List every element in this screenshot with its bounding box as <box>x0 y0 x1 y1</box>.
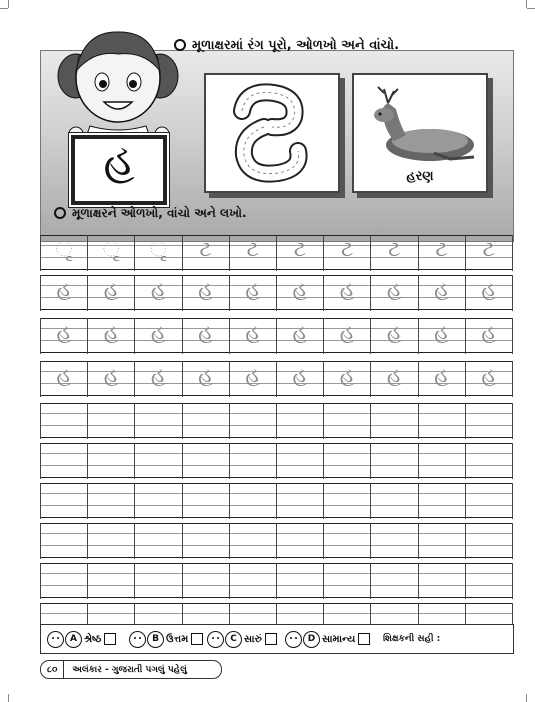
practice-row <box>40 275 512 311</box>
practice-cell[interactable] <box>370 318 417 354</box>
practice-cell[interactable] <box>276 563 323 599</box>
practice-cell[interactable] <box>134 403 181 439</box>
practice-cell[interactable] <box>134 563 181 599</box>
trace-letter: ૃ <box>150 237 167 261</box>
grade-badge: C <box>225 631 242 648</box>
practice-cell[interactable] <box>276 318 323 354</box>
crop-mark <box>8 694 19 702</box>
trace-letter: હ <box>434 277 450 301</box>
practice-cell[interactable] <box>40 275 87 311</box>
trace-letter: ટ <box>341 237 354 261</box>
practice-grid <box>40 225 512 623</box>
grade-d <box>285 628 370 650</box>
slate-letter: હ <box>103 135 135 186</box>
grade-label: સારું <box>244 633 262 645</box>
grade-checkbox[interactable] <box>191 633 203 645</box>
practice-cell[interactable] <box>134 235 181 271</box>
practice-cell[interactable] <box>87 523 134 559</box>
practice-cell[interactable] <box>276 483 323 519</box>
trace-letter: હ <box>103 277 119 301</box>
practice-cell[interactable] <box>87 235 134 271</box>
practice-cell[interactable] <box>229 235 276 271</box>
practice-cell[interactable] <box>87 563 134 599</box>
grid-edge <box>512 403 513 439</box>
big-letter-outline <box>206 75 338 191</box>
practice-cell[interactable] <box>323 523 370 559</box>
book-title: અલંકાર - ગુજરાતી પગલું પહેલું <box>72 664 187 675</box>
trace-letter: હ <box>339 363 355 387</box>
practice-cell[interactable] <box>87 483 134 519</box>
practice-cell[interactable] <box>182 563 229 599</box>
trace-letter: ટ <box>435 237 448 261</box>
trace-letter: હ <box>198 277 214 301</box>
practice-cell[interactable] <box>323 361 370 397</box>
grade-badge: D <box>303 631 320 648</box>
practice-cell[interactable] <box>87 361 134 397</box>
practice-cell[interactable] <box>134 275 181 311</box>
trace-letter: ટ <box>246 237 259 261</box>
letter-slate <box>71 135 167 205</box>
trace-letter: ૃ <box>55 237 73 261</box>
practice-cell[interactable] <box>182 443 229 479</box>
practice-cell[interactable] <box>276 443 323 479</box>
practice-cell[interactable] <box>370 483 417 519</box>
practice-cell[interactable] <box>87 318 134 354</box>
practice-row <box>40 483 512 519</box>
practice-row <box>40 318 512 354</box>
trace-letter: ટ <box>388 237 401 261</box>
grid-edge <box>512 235 513 271</box>
instruction-top-text: મૂળાક્ષરમાં રંગ પૂરો, ઓળખો અને વાંચો. <box>192 38 400 53</box>
trace-letter: ટ <box>199 237 212 261</box>
trace-letter: હ <box>386 363 402 387</box>
smiley-icon <box>207 631 224 648</box>
trace-letter: હ <box>434 320 450 344</box>
grid-edge <box>512 523 513 559</box>
practice-cell[interactable] <box>465 443 512 479</box>
trace-letter: ટ <box>293 237 307 261</box>
practice-cell[interactable] <box>182 403 229 439</box>
picture-label: હરણ <box>406 169 434 184</box>
trace-letter: હ <box>150 320 166 344</box>
practice-cell[interactable] <box>418 563 465 599</box>
practice-cell[interactable] <box>40 403 87 439</box>
grading-bar <box>40 624 514 654</box>
grid-edge <box>512 563 513 599</box>
practice-cell[interactable] <box>370 523 417 559</box>
practice-cell[interactable] <box>323 235 370 271</box>
practice-cell[interactable] <box>370 275 417 311</box>
crop-mark <box>527 8 535 9</box>
bullet-icon <box>174 39 186 51</box>
trace-letter: હ <box>56 277 72 301</box>
practice-cell[interactable] <box>229 443 276 479</box>
grid-edge <box>512 318 513 354</box>
practice-row <box>40 403 512 439</box>
grid-edge <box>512 443 513 479</box>
practice-cell[interactable] <box>418 235 465 271</box>
practice-cell[interactable] <box>465 523 512 559</box>
trace-letter: હ <box>56 363 72 387</box>
practice-cell[interactable] <box>40 483 87 519</box>
trace-letter: હ <box>481 320 497 344</box>
practice-cell[interactable] <box>465 361 512 397</box>
practice-cell[interactable] <box>276 275 323 311</box>
practice-cell[interactable] <box>87 275 134 311</box>
crop-mark <box>0 8 8 9</box>
trace-letter: ૃ <box>102 237 120 261</box>
practice-cell[interactable] <box>182 275 229 311</box>
practice-cell[interactable] <box>465 483 512 519</box>
practice-cell[interactable] <box>87 443 134 479</box>
practice-cell[interactable] <box>465 403 512 439</box>
trace-letter: હ <box>198 363 214 387</box>
practice-cell[interactable] <box>418 318 465 354</box>
trace-letter: હ <box>245 277 261 301</box>
practice-cell[interactable] <box>134 443 181 479</box>
practice-cell[interactable] <box>134 361 181 397</box>
grade-label: શ્રેષ્ઠ <box>84 633 102 645</box>
trace-letter: હ <box>150 277 166 301</box>
trace-letter: હ <box>103 320 119 344</box>
practice-row <box>40 361 512 397</box>
practice-cell[interactable] <box>323 275 370 311</box>
trace-letter: હ <box>198 320 214 344</box>
practice-row <box>40 235 512 271</box>
practice-cell[interactable] <box>229 275 276 311</box>
trace-letter: ટ <box>482 237 495 261</box>
practice-cell[interactable] <box>465 563 512 599</box>
page-number: ૮૦ <box>41 661 64 678</box>
practice-cell[interactable] <box>370 403 417 439</box>
practice-cell[interactable] <box>134 483 181 519</box>
practice-cell[interactable] <box>465 275 512 311</box>
practice-cell[interactable] <box>323 563 370 599</box>
practice-cell[interactable] <box>418 403 465 439</box>
grid-edge <box>512 361 513 397</box>
instruction-top <box>174 38 399 53</box>
instruction-practice <box>54 206 247 221</box>
grade-c <box>207 628 277 650</box>
trace-letter: હ <box>339 320 355 344</box>
grade-checkbox[interactable] <box>104 633 116 645</box>
practice-cell[interactable] <box>370 235 417 271</box>
practice-cell[interactable] <box>418 483 465 519</box>
trace-letter: હ <box>292 320 308 344</box>
practice-cell[interactable] <box>134 318 181 354</box>
smiley-icon <box>47 631 64 648</box>
grade-a <box>47 628 116 650</box>
crop-mark <box>8 0 19 8</box>
grid-edge <box>512 275 513 311</box>
grade-label: ઉત્તમ <box>166 633 189 645</box>
practice-cell[interactable] <box>418 443 465 479</box>
worksheet-page <box>26 10 513 675</box>
trace-letter: હ <box>434 363 450 387</box>
practice-cell[interactable] <box>370 443 417 479</box>
bullet-icon <box>54 207 66 219</box>
practice-cell[interactable] <box>418 361 465 397</box>
practice-cell[interactable] <box>323 318 370 354</box>
practice-cell[interactable] <box>134 523 181 559</box>
trace-letter: હ <box>245 320 261 344</box>
crop-mark <box>516 694 527 702</box>
letter-card <box>204 73 340 193</box>
practice-cell[interactable] <box>323 443 370 479</box>
trace-letter: હ <box>245 363 261 387</box>
practice-cell[interactable] <box>182 523 229 559</box>
crop-mark <box>516 0 527 8</box>
grid-edge <box>512 483 513 519</box>
practice-cell[interactable] <box>229 523 276 559</box>
practice-cell[interactable] <box>276 361 323 397</box>
practice-cell[interactable] <box>323 403 370 439</box>
practice-cell[interactable] <box>465 318 512 354</box>
trace-letter: હ <box>339 277 355 301</box>
practice-row <box>40 523 512 559</box>
practice-cell[interactable] <box>418 275 465 311</box>
practice-cell[interactable] <box>40 443 87 479</box>
practice-row <box>40 563 512 599</box>
smiley-icon <box>129 631 146 648</box>
practice-cell[interactable] <box>323 483 370 519</box>
practice-cell[interactable] <box>370 361 417 397</box>
girl-illustration <box>54 16 184 151</box>
trace-letter: હ <box>103 363 119 387</box>
practice-cell[interactable] <box>229 483 276 519</box>
page-footer <box>40 660 222 679</box>
practice-cell[interactable] <box>229 318 276 354</box>
trace-letter: હ <box>150 363 166 387</box>
teacher-signature-label: શિક્ષકની સહી : <box>383 634 441 644</box>
trace-letter: હ <box>292 363 308 387</box>
practice-cell[interactable] <box>229 563 276 599</box>
practice-cell[interactable] <box>40 563 87 599</box>
picture-card <box>352 73 488 193</box>
practice-cell[interactable] <box>229 361 276 397</box>
practice-cell[interactable] <box>229 403 276 439</box>
trace-letter: હ <box>481 277 497 301</box>
trace-letter: હ <box>56 320 72 344</box>
practice-row <box>40 443 512 479</box>
grade-b <box>129 628 203 650</box>
practice-cell[interactable] <box>418 523 465 559</box>
practice-cell[interactable] <box>276 403 323 439</box>
smiley-icon <box>285 631 302 648</box>
practice-cell[interactable] <box>276 235 323 271</box>
grade-checkbox[interactable] <box>358 633 370 645</box>
instruction-practice-text: મૂળાક્ષરને ઓળખો, વાંચો અને લખો. <box>72 206 247 220</box>
trace-letter: હ <box>386 277 402 301</box>
trace-letter: હ <box>481 363 497 387</box>
practice-cell[interactable] <box>40 361 87 397</box>
trace-letter: હ <box>386 320 402 344</box>
grade-badge: B <box>147 631 164 648</box>
practice-cell[interactable] <box>40 235 87 271</box>
practice-cell[interactable] <box>370 563 417 599</box>
practice-cell[interactable] <box>182 235 229 271</box>
practice-cell[interactable] <box>182 318 229 354</box>
practice-cell[interactable] <box>182 483 229 519</box>
practice-cell[interactable] <box>182 361 229 397</box>
practice-cell[interactable] <box>465 235 512 271</box>
deer-illustration <box>354 79 486 169</box>
trace-letter: હ <box>292 277 308 301</box>
grade-badge: A <box>65 631 82 648</box>
grade-checkbox[interactable] <box>265 633 277 645</box>
practice-cell[interactable] <box>276 523 323 559</box>
practice-cell[interactable] <box>40 523 87 559</box>
practice-cell[interactable] <box>87 403 134 439</box>
practice-cell[interactable] <box>40 318 87 354</box>
grade-label: સામાન્ય <box>322 633 356 645</box>
